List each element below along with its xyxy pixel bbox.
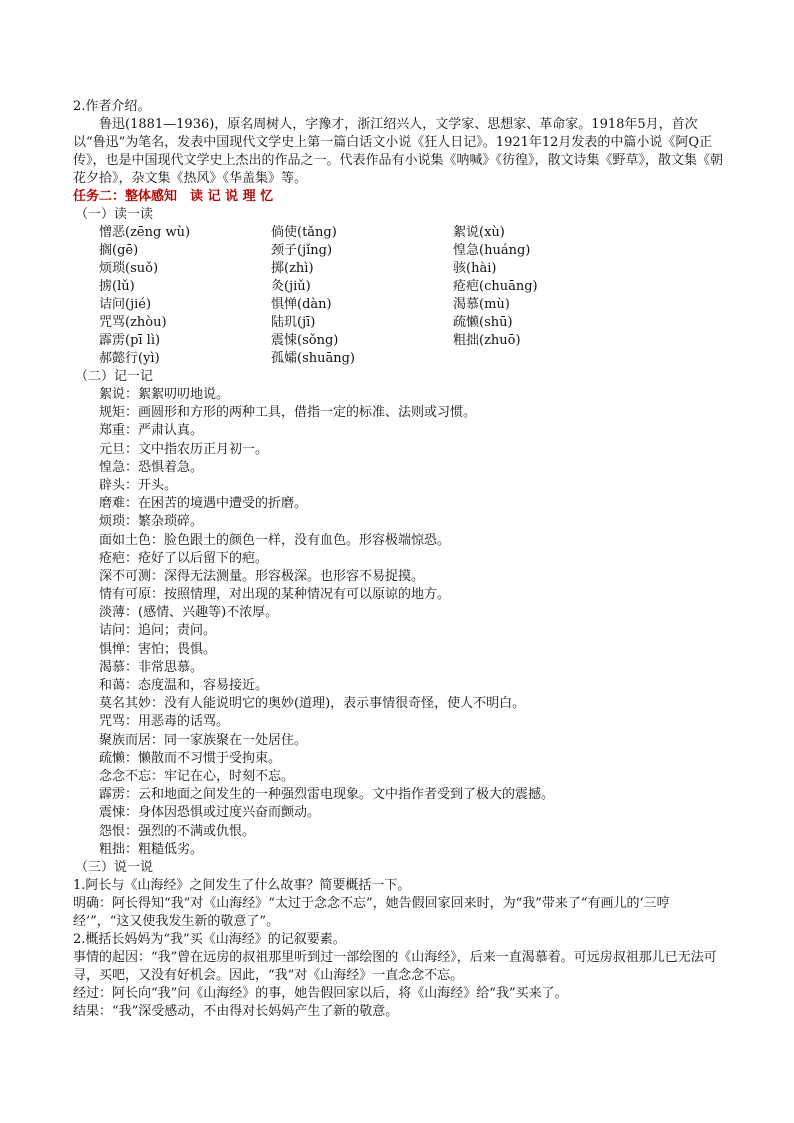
definition-item: 淡薄：(感情、兴趣等)不浓厚。: [99, 605, 279, 621]
word-item: 渴慕(mù): [453, 297, 510, 312]
definition-item: 情有可原：按照情理，对出现的某种情况有可以原谅的地方。: [99, 587, 451, 603]
word-item: 惧惮(dàn): [271, 297, 332, 312]
definition-item: 规矩：画圆形和方形的两种工具，借指一定的标准、法则或习惯。: [99, 405, 477, 421]
word-item: 灸(jiǔ): [271, 279, 311, 294]
word-item: [453, 350, 653, 368]
word-item: 掷(zhì): [271, 261, 314, 276]
answer-cause: 事情的起因：“我”曾在远房的叔祖那里听到过一部绘图的《山海经》，后来一直渴慕着。可远房叔祖那儿已无法可寻，买吧，又没有好机会。因此，“我”对《山海经》一直念念不忘。: [73, 949, 717, 983]
definition-item: 烦琐：繁杂琐碎。: [99, 514, 204, 530]
definition-item: 粗拙：粗糙低劣。: [99, 841, 204, 857]
word-item: 粗拙(zhuō): [453, 333, 521, 348]
definition-item: 渴慕：非常思慕。: [99, 659, 204, 675]
word-item: 疏懒(shū): [453, 315, 513, 330]
word-item: 颈子(jǐng): [271, 243, 333, 258]
definition-item: 深不可测：深得无法测量。形容极深。也形容不易捉摸。: [99, 568, 425, 584]
word-item: 诘问(jié): [99, 297, 152, 312]
word-item: 郝懿行(yì): [99, 351, 160, 366]
definition-item: 念念不忘：牢记在心，时刻不忘。: [99, 768, 295, 784]
word-item: 倘使(tǎng): [271, 225, 337, 240]
memo-heading: （二）记一记: [75, 369, 154, 384]
document-page: [73, 98, 723, 1021]
definition-item: 疏懒：懒散而不习惯于受拘束。: [99, 750, 282, 766]
definition-item: 惧惮：害怕；畏惧。: [99, 641, 217, 657]
definition-list: [73, 386, 723, 859]
definition-item: 絮说：絮絮叨叨地说。: [99, 387, 230, 402]
word-item: 霹雳(pī lì): [99, 333, 161, 348]
definition-item: 诘问：追问；责问。: [99, 623, 217, 639]
word-item: 陆玑(jī): [271, 315, 316, 330]
say-heading: （三）说一说: [75, 859, 154, 875]
word-item: 孤孀(shuāng): [271, 351, 356, 366]
word-item: 咒骂(zhòu): [99, 315, 167, 330]
definition-item: 震悚：身体因恐惧或过度兴奋而颤动。: [99, 805, 321, 821]
word-item: 震悚(sǒng): [271, 333, 339, 348]
definition-item: 聚族而居：同一家族聚在一处居住。: [99, 732, 308, 748]
definition-item: 莫名其妙：没有人能说明它的奥妙(道理)，表示事情很奇怪，使人不明白。: [99, 696, 526, 712]
word-item: 疮疤(chuāng): [453, 279, 538, 294]
definition-item: 惶急：恐惧着急。: [99, 459, 204, 475]
definition-item: 元旦：文中指农历正月初一。: [99, 441, 269, 457]
answer-process: 经过：阿长向“我”问《山海经》的事，她告假回家以后，将《山海经》给“我”买来了。: [73, 985, 568, 1001]
definition-item: 面如土色：脸色跟土的颜色一样，没有血色。形容极端惊恐。: [99, 532, 451, 548]
definition-item: 和蔼：态度温和，容易接近。: [99, 678, 269, 693]
word-item: 骇(hài): [453, 261, 497, 276]
definition-item: 磨难：在困苦的境遇中遭受的折磨。: [99, 496, 308, 512]
pinyin-word-grid: [73, 224, 723, 368]
question-1: 1.阿长与《山海经》之间发生了什么故事？简要概括一下。: [73, 877, 411, 893]
definition-item: 疮疤：疮好了以后留下的疤。: [99, 550, 269, 566]
definition-item: 咒骂：用恶毒的话骂。: [99, 714, 230, 730]
definition-item: 辟头：开头。: [99, 477, 178, 493]
definition-item: 郑重：严肃认真。: [99, 423, 204, 439]
word-item: 絮说(xù): [453, 225, 505, 240]
definition-item: 霹雳：云和地面之间发生的一种强烈雷电现象。文中指作者受到了极大的震撼。: [99, 787, 555, 803]
read-heading: （一）读一读: [75, 207, 154, 222]
answer-1: 明确：阿长得知“我”对《山海经》“太过于念念不忘”，她告假回家回来时，为“我”带来了“有画儿的‘三哼经’”，“这又使我发生新的敬意了”。: [73, 895, 670, 929]
word-item: 搁(gē): [99, 243, 139, 258]
word-item: 惶急(huáng): [453, 243, 531, 258]
word-item: 憎恶(zēng wù): [99, 225, 191, 240]
answer-result: 结果：“我”深受感动，不由得对长妈妈产生了新的敬意。: [73, 1003, 399, 1019]
word-item: 掳(lǔ): [99, 279, 135, 294]
task-title: 任务二：整体感知 读 记 说 理 忆: [73, 189, 274, 204]
author-bio: 鲁迅(1881—1936)，原名周树人，字豫才，浙江绍兴人，文学家、思想家、革命家。1918年5月，首次以“鲁迅”为笔名，发表中国现代文学史上第一篇白话文小说《狂人日记》。1921年12月发表的中篇小说《阿Q正传》，也是中国现代文学史上杰出的作品之一。代表作品有小说集《呐喊》《彷徨》，散文诗集《野草》，散文集《朝花夕拾》，杂文集《热风》《华盖集》等。: [73, 117, 724, 186]
definition-item: 怨恨：强烈的不满或仇恨。: [99, 823, 256, 839]
author-heading: 2.作者介绍。: [73, 99, 151, 114]
question-2: 2.概括长妈妈为“我”买《山海经》的记叙要素。: [73, 931, 346, 947]
word-item: 烦琐(suǒ): [99, 261, 159, 276]
